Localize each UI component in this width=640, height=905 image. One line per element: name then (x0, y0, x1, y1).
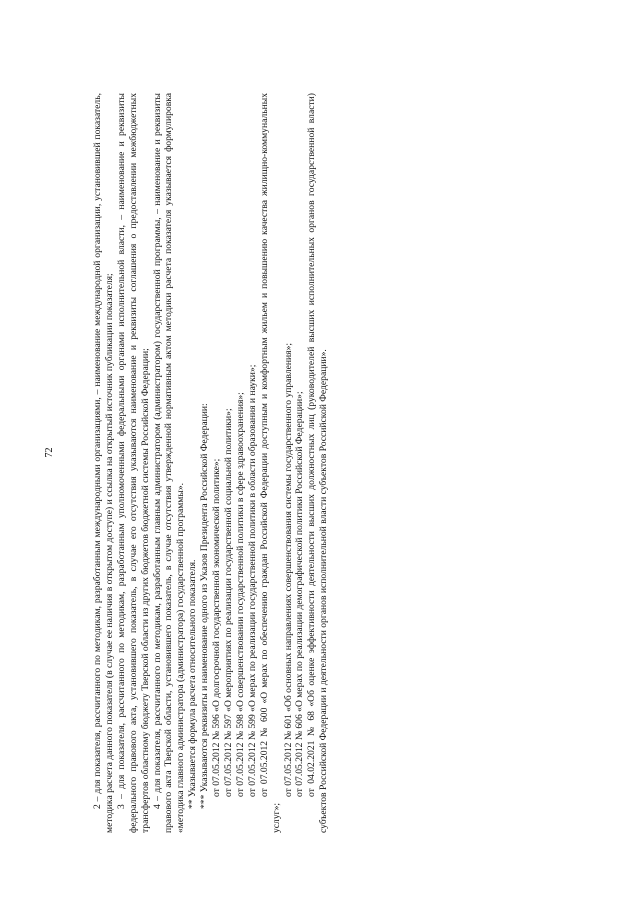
footnote-formula: ** Указывается формула расчета относительного показателя. (187, 559, 199, 809)
decree-item: от 07.05.2012 № 598 «О совершенствовании государственной политики в сфере здравоохранения»; (234, 392, 246, 797)
decree-item: от 07.05.2012 № 601 «Об основных направлениях совершенствования системы государственного управления»; (282, 342, 294, 797)
body-text (92, 93, 330, 833)
decree-item: от 07.05.2012 № 600 «О мерах по обеспечению граждан Российской Федерации доступным и комфортным жильем и повышению качества жилищно-коммунальных услуг»; (258, 93, 282, 833)
paragraph-method-3: 3 – для показателя, рассчитанного по методикам, разработанным уполномоченными федеральными органами исполнительной власти, – наименование и реквизиты федерального правового акта, установившего показатель, в случае его отсутствия указываются наименование и реквизиты соглашения о предоставлении межбюджетных трансфертов областному бюджету Тверской области из других бюджетов бюджетной системы Российской Федерации; (115, 93, 151, 833)
decree-item: от 07.05.2012 № 596 «О долгосрочной государственной экономической политике»; (211, 458, 223, 797)
page-number: 72 (44, 447, 55, 458)
decree-item: от 07.05.2012 № 597 «О мероприятиях по реализации государственной социальной политики»; (222, 408, 234, 797)
decree-item: от 04.02.2021 № 68 «Об оценке эффективности деятельности высших должностных лиц (руководителей высших исполнительных органов государственной власти) субъектов Российской Федерации и деятельности органов исполнительной власти субъектов Российской Федерации». (306, 93, 330, 833)
decree-item: от 07.05.2012 № 599 «О мерах по реализации государственной политики в области образования и науки»; (246, 364, 258, 797)
paragraph-method-4: 4 – для показателя, рассчитанного по методикам, разработанным главным администратором (администратором) государственной программы, – наименование и реквизиты правового акта Тверской области, установившего показатель, в случае отсутствия утвержденной нормативным актом методики расчета показателя указывается формулировка «методика главного администратора (администратора) государственной программы». (151, 93, 187, 833)
footnote-decrees-intro: *** Указываются реквизиты и наименование одного из Указов Президента Российской Федерации: (199, 403, 211, 809)
paragraph-method-2: 2 – для показателя, рассчитанного по методикам, разработанным международными организациями, – наименование международной организации, установившей показатель, методика расчета данного показателя (в случае ее наличия в открытом доступе) и ссылка на открытый источник публикации показателя; (92, 93, 115, 833)
decree-item: от 07.05.2012 № 606 «О мерах по реализации демографической политики Российской Федерации»; (294, 391, 306, 797)
